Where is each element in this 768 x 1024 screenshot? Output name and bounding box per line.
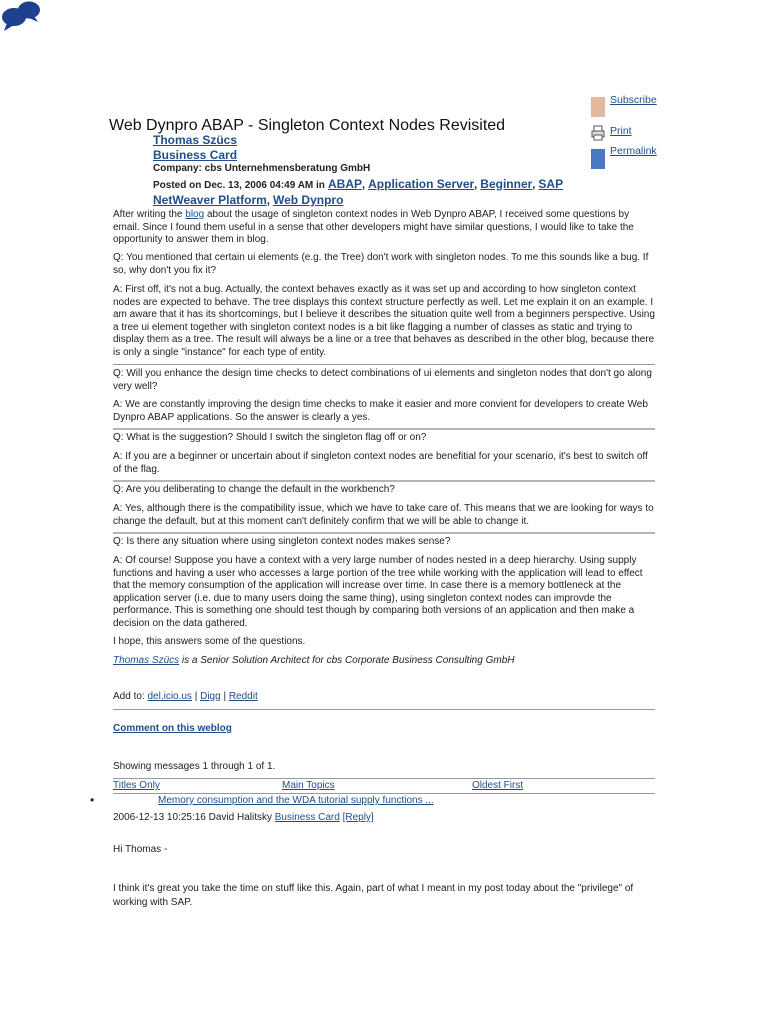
delicious-link[interactable]: del.icio.us xyxy=(147,691,192,702)
company-text: Company: cbs Unternehmensberatung GmbH xyxy=(153,163,371,174)
category-link-sap-netweaver[interactable]: SAP NetWeaver Platform xyxy=(153,176,564,207)
answer-3: A: If you are a beginner or uncertain about if singleton context nodes are benefitial for your scenario, it's best to switch off of the flag. xyxy=(113,451,648,475)
add-to-label: Add to: xyxy=(113,691,148,702)
oldest-first-link[interactable]: Oldest First xyxy=(472,780,524,791)
answer-1: A: First off, it's not a bug. Actually, the context behaves exactly as it was set up and according to how singleton context nodes are expected to behave. The tree displays this context structure perfectly as well. Let me explain it on an example. I am aware that it has its shortcomings, but I believe it describes the situation quite well from a beginners perspective. Using a tree ui element together with singleton context nodes is a bit like flagging a number of classes as static and trying to display them as a tree. The result will always be a line or a tree that behaves as described in the other blog, because there is only a single "instance" for each type of entity. xyxy=(113,284,655,358)
divider xyxy=(113,709,655,710)
posted-text: Posted on Dec. 13, 2006 04:49 AM in xyxy=(153,179,325,191)
question-4: Q: Are you deliberating to change the default in the workbench? xyxy=(113,484,395,495)
separator: , xyxy=(266,195,273,207)
intro-text: about the usage of singleton context nodes in Web Dynpro ABAP, I received some questions by email. Since I found them useful in a sense that other developers might have similar questions, I would like to take the opportunity to answer them in blog. xyxy=(113,209,634,246)
permalink-icon xyxy=(591,149,605,169)
category-link-abap[interactable]: ABAP xyxy=(327,176,362,191)
comment-business-card-link[interactable]: Business Card xyxy=(274,812,340,823)
reddit-link[interactable]: Reddit xyxy=(228,691,258,702)
subscribe-link[interactable]: Subscribe xyxy=(610,94,657,106)
signature-author-link[interactable]: Thomas Szücs xyxy=(113,655,180,666)
comment-meta xyxy=(113,812,655,823)
intro-text: After writing the xyxy=(113,209,186,220)
thread-title-link[interactable]: Memory consumption and the WDA tutorial supply functions ... xyxy=(158,795,434,806)
author-signature xyxy=(113,655,655,668)
logo-speech-bubbles-icon xyxy=(1,0,41,32)
closing-text: I hope, this answers some of the questions. xyxy=(113,636,306,647)
subscribe-icon xyxy=(591,97,605,117)
comment-meta-text: 2006-12-13 10:25:16 David Halitsky xyxy=(113,812,272,823)
question-1: Q: You mentioned that certain ui elements (e.g. the Tree) don't work with singleton nodes. To me this sounds like a bug. If so, why don't you fix it? xyxy=(113,252,649,276)
comment-greeting: Hi Thomas - xyxy=(113,844,168,855)
separator: , xyxy=(532,178,539,191)
answer-4: A: Yes, although there is the compatibility issue, which we have to take care of. This means that we are looking for ways to change the default, but at this moment can't definitely confirm that we will be able to change it. xyxy=(113,503,654,527)
author-link[interactable]: Thomas Szücs xyxy=(153,133,238,147)
bullet: • xyxy=(90,793,95,807)
blog-link[interactable]: blog xyxy=(185,209,205,220)
comment-on-weblog-link[interactable]: Comment on this weblog xyxy=(113,723,232,734)
separator: | xyxy=(220,691,229,702)
question-3: Q: What is the suggestion? Should I switch the singleton flag off or on? xyxy=(113,432,427,443)
question-2: Q: Will you enhance the design time checks to detect combinations of ui elements and singleton nodes that don't go along very well? xyxy=(113,368,652,392)
question-5: Q: Is there any situation where using singleton context nodes makes sense? xyxy=(113,536,451,547)
category-link-web-dynpro[interactable]: Web Dynpro xyxy=(272,193,344,207)
signature-text: is a Senior Solution Architect for cbs Corporate Business Consulting GmbH xyxy=(179,655,515,666)
add-to-bar xyxy=(113,691,655,704)
comment-message: I think it's great you take the time on stuff like this. Again, part of what I meant in my post today about the "privilege" of working with SAP. xyxy=(113,883,634,908)
comment-link-row xyxy=(113,723,655,736)
separator: | xyxy=(191,691,201,702)
separator: , xyxy=(474,178,481,191)
permalink-link[interactable]: Permalink xyxy=(610,145,657,157)
post-byline xyxy=(153,133,583,209)
divider xyxy=(113,480,655,482)
main-topics-link[interactable]: Main Topics xyxy=(282,780,335,791)
answer-5: A: Of course! Suppose you have a context with a very large number of nodes nested in a deep hierarchy. Using supply functions and having a user who accesses a large portion of the tree while working with the application will lead to effect that the memory consumption of the application will increase over time. In case there is a memory bottleneck at the application server (i.e. due to many users doing the same thing), using singleton context nodes can improvde the performance. This is something one should test though by comparing both versions of an application and then make a decision on the data gathered. xyxy=(113,555,643,629)
showing-messages-text: Showing messages 1 through 1 of 1. xyxy=(113,761,276,772)
titles-only-link[interactable]: Titles Only xyxy=(113,780,160,791)
answer-2: A: We are constantly improving the design time checks to make it easier and more convient for developers to create Web Dynpro ABAP applications. So the answer is clearly a yes. xyxy=(113,399,648,423)
digg-link[interactable]: Digg xyxy=(200,691,221,702)
divider xyxy=(113,428,655,430)
print-icon xyxy=(591,125,605,141)
intro-paragraph xyxy=(113,209,655,247)
divider xyxy=(113,778,655,779)
reply-link[interactable]: [Reply] xyxy=(342,812,374,823)
separator: , xyxy=(362,178,369,191)
divider xyxy=(113,364,655,365)
business-card-link[interactable]: Business Card xyxy=(153,147,238,162)
post-title: Web Dynpro ABAP - Singleton Context Nodes Revisited xyxy=(109,117,506,134)
divider xyxy=(113,793,655,794)
category-link-beginner[interactable]: Beginner xyxy=(480,176,533,191)
print-link[interactable]: Print xyxy=(610,125,632,137)
divider xyxy=(113,532,655,534)
category-link-application-server[interactable]: Application Server xyxy=(368,176,475,191)
